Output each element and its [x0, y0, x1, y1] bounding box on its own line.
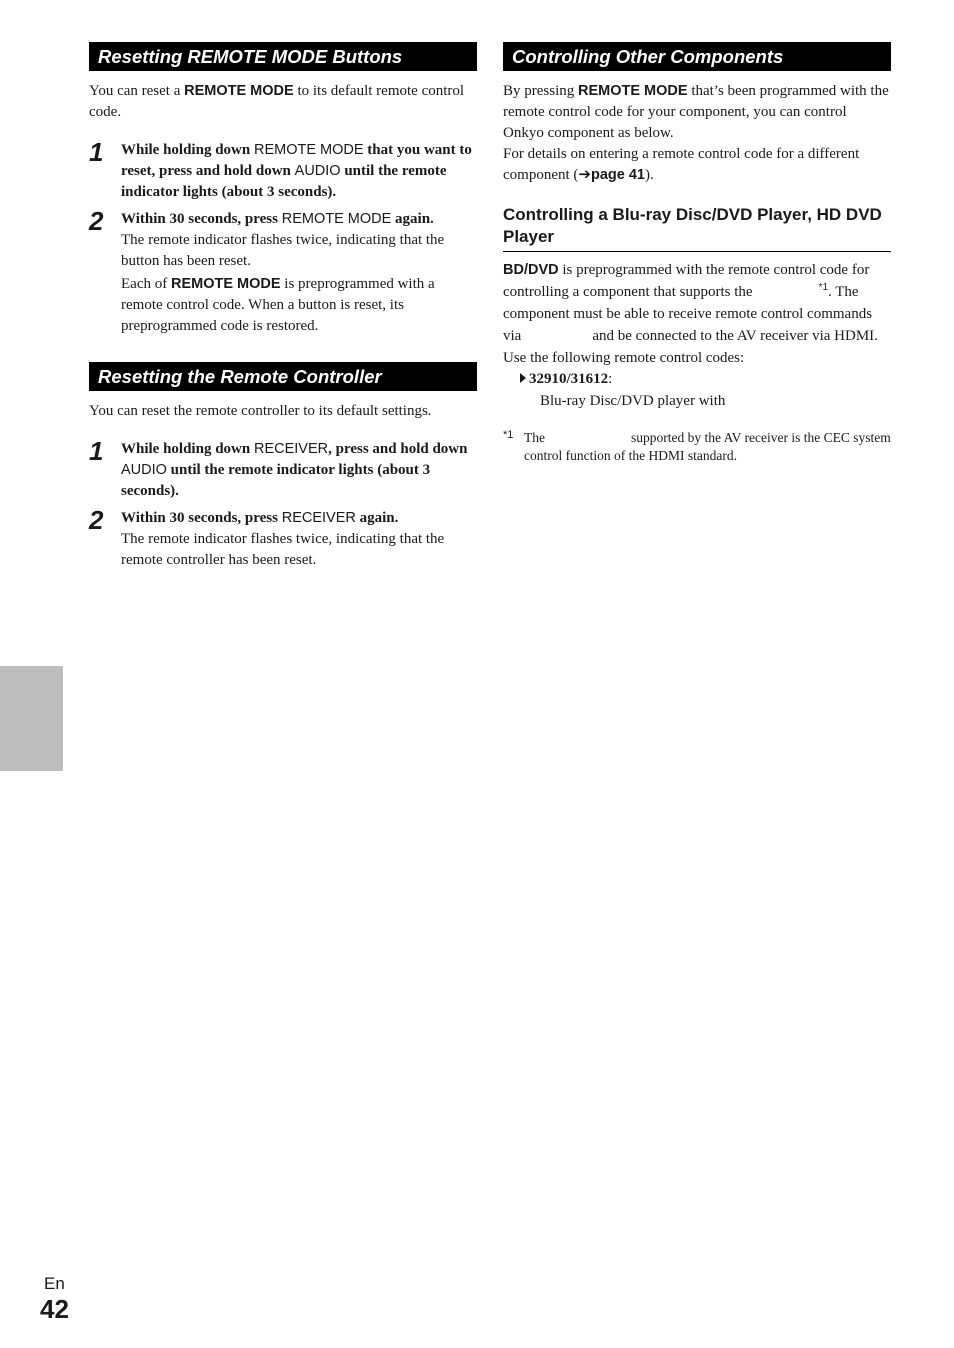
- step-number: 2: [89, 206, 104, 236]
- step-number: 2: [89, 505, 104, 535]
- triangle-bullet-icon: [520, 373, 526, 383]
- step-instruction: While holding down REMOTE MODE that you want to reset, press and hold down AUDIO until the remote indicator lights (about 3 seconds).: [121, 142, 472, 200]
- section-title-reset-remote-controller: Resetting the Remote Controller: [89, 362, 477, 391]
- subsection-paragraph: BD/DVD is preprogrammed with the remote control code for controlling a component that supports the $^{*1}$. The component must be able to receive remote control commands via and be connected to the AV receiver via HDMI.: [503, 262, 878, 344]
- step-1: [89, 137, 477, 203]
- step-instruction: Within 30 seconds, press RECEIVER again.: [121, 510, 399, 526]
- section-title-controlling-components: Controlling Other Components: [503, 42, 891, 71]
- page-reference-paragraph: For details on entering a remote control code for a different component (➔page 41).: [503, 146, 860, 183]
- codes-intro: Use the following remote control codes:: [503, 350, 745, 366]
- code-item: 32910/31612:: [503, 369, 891, 390]
- section-intro: By pressing REMOTE MODE that’s been programmed with the remote control code for your component, you can control Onkyo component as below.: [503, 83, 889, 141]
- right-column: [503, 42, 891, 465]
- step-detail: Each of REMOTE MODE is preprogrammed with a remote control code. When a button is reset, its preprogrammed code is restored.: [121, 276, 435, 334]
- code-description: Blu-ray Disc/DVD player with: [540, 393, 726, 409]
- chapter-side-tab: [0, 666, 63, 771]
- section-title-reset-remote-mode: Resetting REMOTE MODE Buttons: [89, 42, 477, 71]
- page-number: 42: [40, 1294, 69, 1324]
- step-1: [89, 436, 477, 502]
- page-language: En: [44, 1274, 65, 1293]
- page-link[interactable]: page 41: [590, 167, 645, 183]
- section-intro: You can reset the remote controller to its default settings.: [89, 403, 432, 419]
- section-intro: You can reset a REMOTE MODE to its default remote control code.: [89, 83, 465, 120]
- step-detail: The remote indicator flashes twice, indicating that the button has been reset.: [121, 232, 445, 269]
- step-2: [89, 505, 477, 571]
- subsection-title-bluray: Controlling a Blu-ray Disc/DVD Player, HD DVD Player: [503, 204, 891, 252]
- step-instruction: Within 30 seconds, press REMOTE MODE again.: [121, 211, 434, 227]
- step-number: 1: [89, 436, 104, 466]
- step-instruction: While holding down RECEIVER, press and hold down AUDIO until the remote indicator lights (about 3 seconds).: [121, 441, 468, 499]
- left-column: [89, 42, 477, 571]
- arrow-right-icon: ➔: [578, 167, 591, 183]
- footnote: *1 The supported by the AV receiver is the CEC system control function of the HDMI standard.: [503, 429, 891, 463]
- step-2: [89, 206, 477, 337]
- step-detail: The remote indicator flashes twice, indicating that the remote controller has been reset.: [121, 531, 445, 568]
- step-number: 1: [89, 137, 104, 167]
